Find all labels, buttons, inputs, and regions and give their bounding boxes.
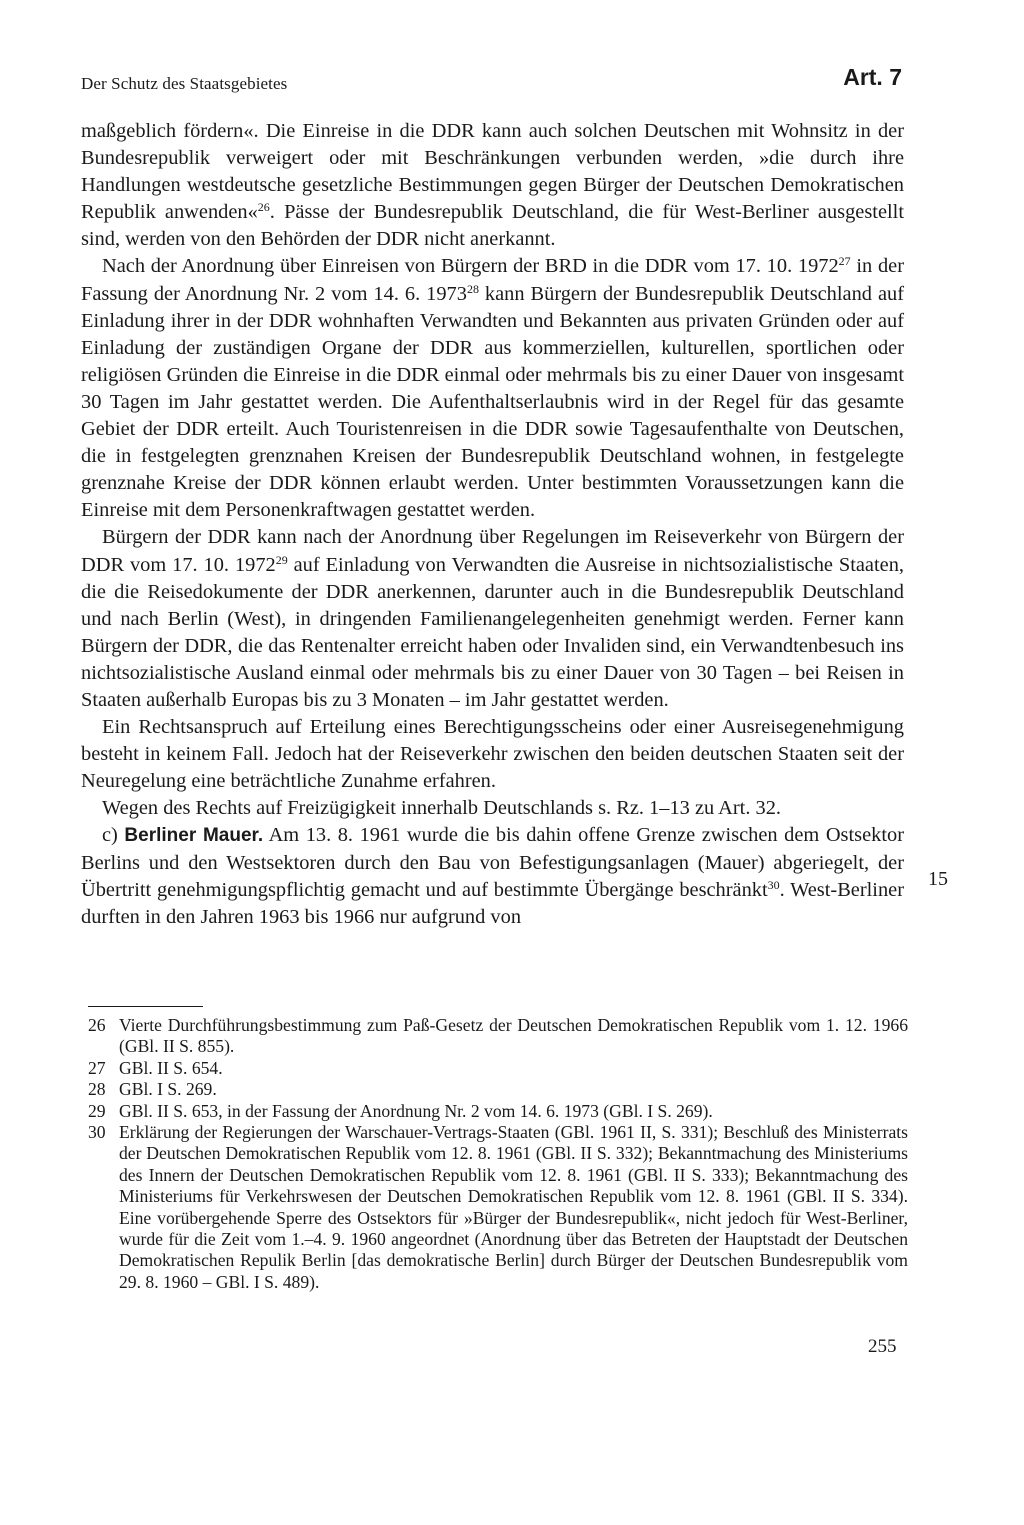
footnote-ref-29: 29 — [275, 552, 288, 567]
page-number: 255 — [868, 1336, 897, 1357]
paragraph-6: c) Berliner Mauer. Am 13. 8. 1961 wurde die bis dahin offene Grenze zwischen dem Ostsektor Berlins und den Westsektoren durch den Bau von Befestigungsanlagen (Mauer) abgeriegelt, der Übertritt genehmigungspflichtig gemacht und auf bestimmte Übergänge beschränkt$^{30}$. West-Berliner durften in den Jahren 1963 bis 1966 nur aufgrund von — [81, 824, 904, 928]
footnote-text: GBl. I S. 269. — [119, 1079, 217, 1100]
footnote-ref-28: 28 — [466, 281, 479, 296]
footnote-number: 27 — [88, 1057, 106, 1078]
section-heading-berliner-mauer: Berliner Mauer. — [124, 825, 264, 847]
footnote-26 — [88, 1015, 908, 1058]
footnote-30 — [88, 1122, 908, 1293]
footnote-29 — [88, 1101, 908, 1122]
footnote-ref-27: 27 — [838, 254, 851, 269]
footnote-27 — [88, 1058, 908, 1079]
footnote-text: Erklärung der Regierungen der Warschauer-Vertrags-Staaten (GBl. 1961 II, S. 331); Beschluß des Ministerrats der Deutschen Demokratischen Republik vom 12. 8. 1961 (GBl. II S. 332); Bekanntmachung des Ministeriums des Innern der Deutschen Demokratischen Republik vom 12. 8. 1961 (GBl. II S. 333); Bekanntmachung des Ministeriums für Verkehrswesen der Deutschen Demokratischen Republik vom 12. 8. 1961 (GBl. II S. 334). Eine vorübergehende Sperre des Ostsektors für »Bürger der Bundesrepublik«, nicht jedoch für West-Berliner, wurde für die Zeit vom 1.–4. 9. 1960 angeordnet (Anordnung über das Betreten der Hauptstadt der Deutschen Demokratischen Repulik Berlin [das demokratische Berlin] durch Bürger der Deutschen Bundesrepublik vom 29. 8. 1960 – GBl. I S. 489). — [119, 1122, 908, 1292]
footnote-text: GBl. II S. 653, in der Fassung der Anordnung Nr. 2 vom 14. 6. 1973 (GBl. I S. 269). — [119, 1100, 713, 1121]
footnote-28 — [88, 1079, 908, 1100]
footnote-number: 30 — [88, 1122, 106, 1143]
main-text — [81, 118, 904, 931]
footnote-number: 26 — [88, 1015, 106, 1035]
footnote-number: 29 — [88, 1100, 106, 1121]
running-head: Der Schutz des Staatsgebietes — [81, 74, 288, 93]
footnote-text: Vierte Durchführungsbestimmung zum Paß-Gesetz der Deutschen Demokratischen Republik vom 1. 12. 1966 (GBl. II S. 855). — [119, 1015, 908, 1057]
footnotes — [88, 1015, 908, 1293]
footnote-divider — [88, 1006, 203, 1007]
paragraph-1: maßgeblich fördern«. Die Einreise in die DDR kann auch solchen Deutschen mit Wohnsitz in der Bundesrepublik verweigert oder mit Beschränkungen verbunden werden, »die durch ihre Handlungen westdeutsche gesetzliche Bestimmungen gegen Bürger der Deutschen Demokratischen Republik anwenden«$^{26}$. Pässe der Bundesrepublik Deutschland, die für West-Berliner ausgestellt sind, werden von den Behörden der DDR nicht anerkannt. — [81, 120, 905, 251]
paragraph-2: Nach der Anordnung über Einreisen von Bürgern der BRD in die DDR vom 17. 10. 1972$^{27}$ in der Fassung der Anordnung Nr. 2 vom 14. 6. 1973$^{28}$ kann Bürgern der Bundesrepublik Deutschland auf Einladung ihrer in der DDR wohnhaften Verwandten und Bekannten aus privaten Gründen oder auf Einladung der zuständigen Organe der DDR aus kommerziellen, kulturellen, sportlichen oder religiösen Gründen die Einreise in die DDR einmal oder mehrmals bis zu einer Dauer von insgesamt 30 Tagen im Jahr gestattet werden. Die Aufenthaltserlaubnis wird in der Regel für das gesamte Gebiet der DDR erteilt. Auch Touristenreisen in die DDR sowie Tagesaufenthalte von Deutschen, die in festgelegten grenznahen Kreisen der Bundesrepublik Deutschland wohnen, in festgelegte grenznahe Kreise der DDR können erlaubt werden. Unter bestimmten Voraussetzungen kann die Einreise mit dem Personenkraftwagen gestattet werden. — [81, 254, 905, 522]
article-label: Art. 7 — [843, 64, 902, 90]
footnote-number: 28 — [88, 1079, 106, 1100]
paragraph-3: Bürgern der DDR kann nach der Anordnung über Regelungen im Reiseverkehr von Bürgern der DDR vom 17. 10. 1972$^{29}$ auf Einladung von Verwandten die Ausreise in nichtsozialistische Staaten, die die Reisedokumente der DDR anerkennen, darunter auch in die Bundesrepublik Deutschland und nach Berlin (West), in dringenden Familienangelegenheiten genehmigt werden. Ferner kann Bürgern der DDR, die das Rentenalter erreicht haben oder Invaliden sind, ein Verwandtenbesuch ins nichtsozialistische Ausland einmal oder mehrmals bis zu einer Dauer von 30 Tagen – bei Reisen in Staaten außerhalb Europas bis zu 3 Monaten – im Jahr gestattet werden. — [81, 526, 904, 711]
margin-number: 15 — [928, 868, 948, 890]
paragraph-5: Wegen des Rechts auf Freizügigkeit innerhalb Deutschlands s. Rz. 1–13 zu Art. 32. — [102, 797, 782, 820]
paragraph-4: Ein Rechtsanspruch auf Erteilung eines Berechtigungsscheins oder einer Ausreisegenehmigung besteht in keinem Fall. Jedoch hat der Reiseverkehr zwischen den beiden deutschen Staaten seit der Neuregelung eine beträchtliche Zunahme erfahren. — [81, 716, 904, 793]
footnote-ref-30: 30 — [767, 877, 780, 892]
footnote-ref-26: 26 — [257, 200, 270, 215]
footnote-text: GBl. II S. 654. — [119, 1057, 223, 1078]
